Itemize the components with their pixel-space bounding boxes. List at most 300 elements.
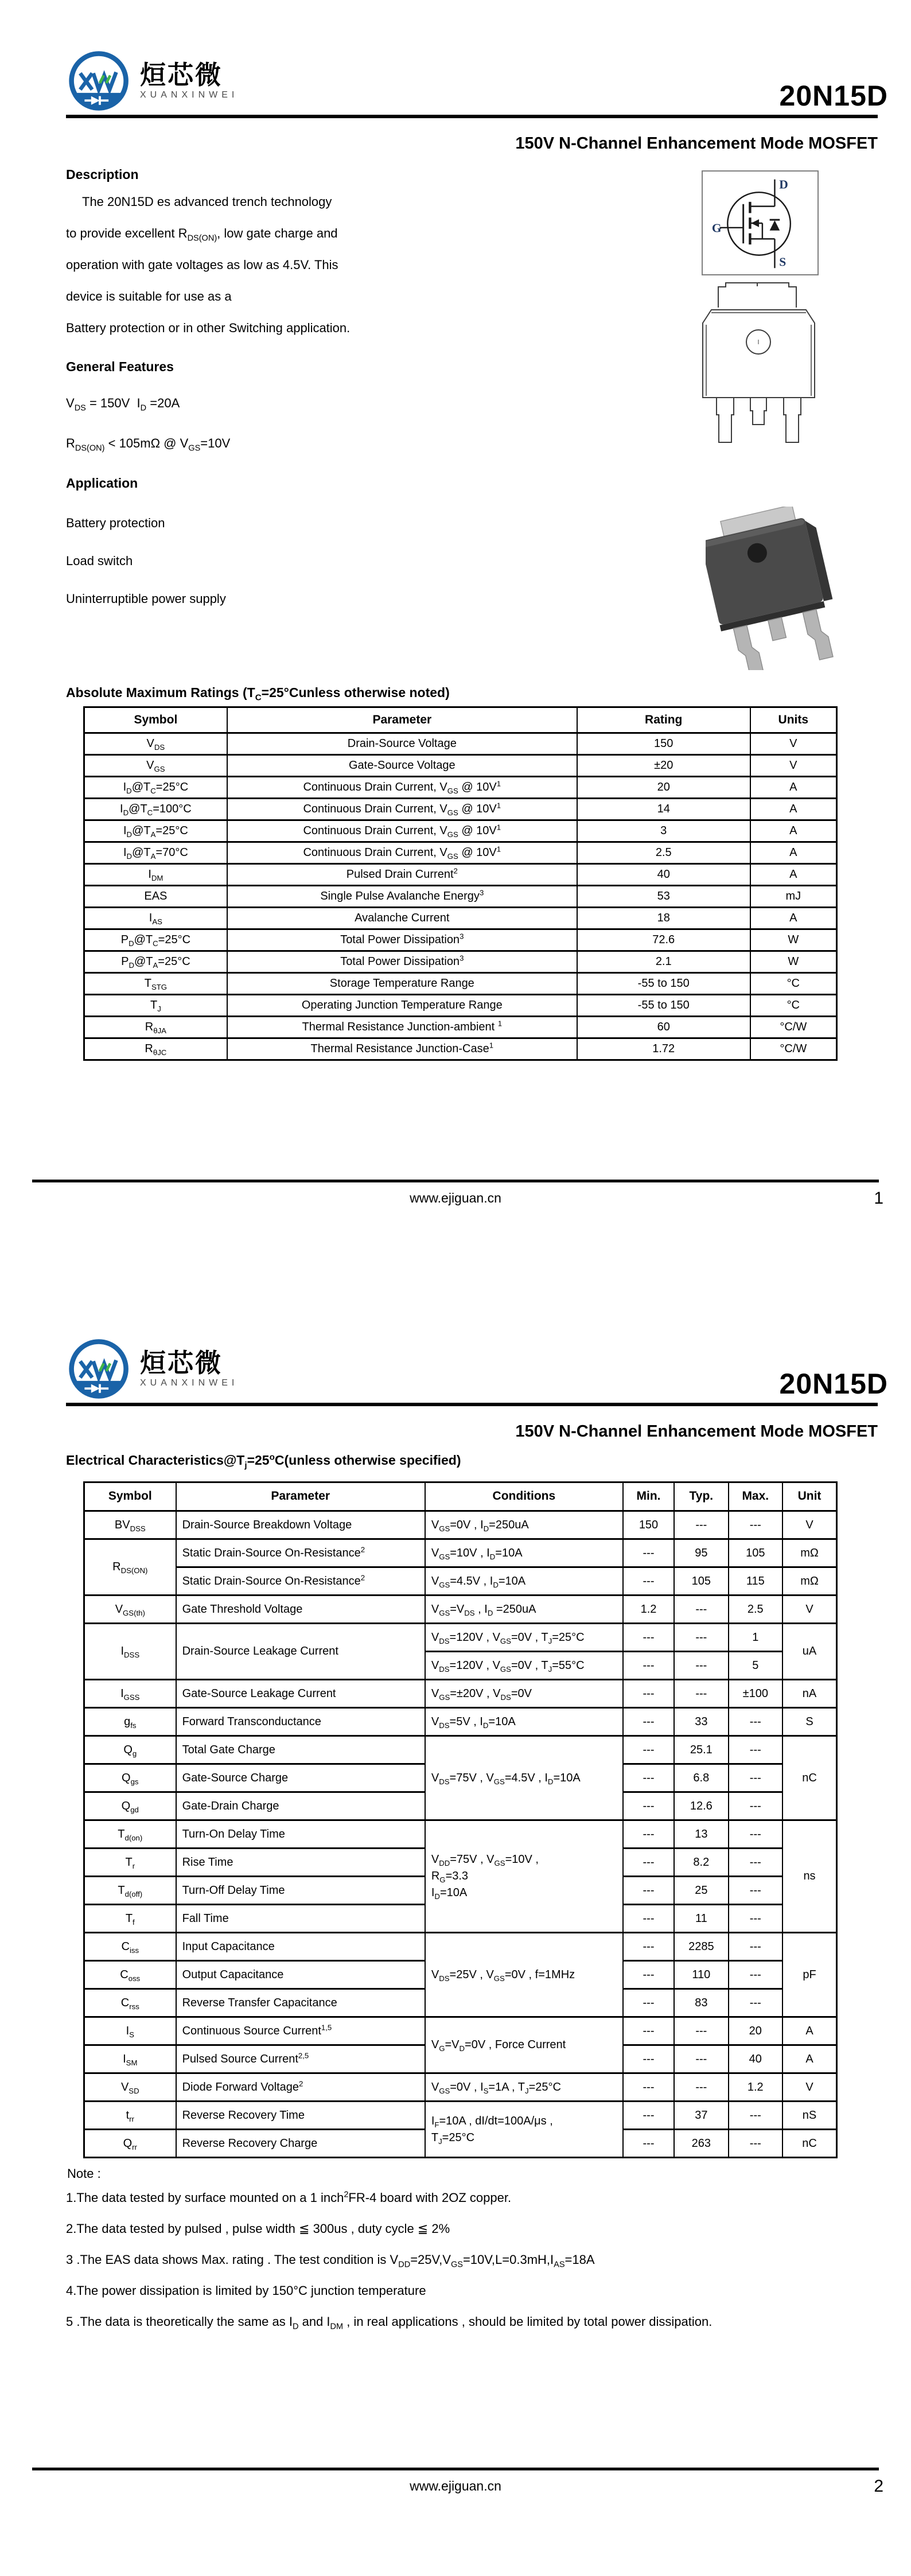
table-cell: $Q_{rr}$ — [84, 2130, 176, 2158]
notes-list — [66, 2189, 878, 2330]
package-3d-icon — [706, 507, 843, 670]
package-outline-icon — [686, 280, 832, 452]
table-cell: Total Power Dissipation$^3$ — [227, 951, 577, 973]
table-cell: mJ — [750, 886, 837, 908]
table-cell: Pulsed Drain Current$^2$ — [227, 864, 577, 886]
table-cell: 12.6 — [674, 1792, 728, 1820]
table-cell: --- — [623, 1764, 674, 1792]
table-cell: $Q_{gs}$ — [84, 1764, 176, 1792]
page-footer — [32, 2468, 883, 2496]
table-row — [84, 1820, 837, 1849]
table-cell: 83 — [674, 1989, 728, 2017]
list-item: operation with gate voltages as low as 4.5V. This — [66, 258, 338, 272]
table-cell: Thermal Resistance Junction-Case$^1$ — [227, 1038, 577, 1060]
table-cell: --- — [623, 1820, 674, 1849]
table-cell: Rise Time — [176, 1849, 425, 1877]
table-cell: --- — [623, 1652, 674, 1680]
electrical-characteristics-heading: Electrical $Characteristics@T_j=25^oC(unless$ otherwise specified) — [66, 1452, 461, 1470]
table-cell: --- — [623, 2073, 674, 2102]
table-cell: $I_D@T_A=25^\circ C$ — [84, 820, 227, 842]
header-rule — [66, 115, 878, 118]
table-cell: Thermal Resistance Junction-ambient $^1$ — [227, 1017, 577, 1038]
table-cell: Forward Transconductance — [176, 1708, 425, 1736]
table-cell: Continuous Source Current$^{1,5}$ — [176, 2017, 425, 2045]
table-cell: Gate-Drain Charge — [176, 1792, 425, 1820]
table-cell: A — [750, 864, 837, 886]
page-2 — [0, 1288, 911, 2576]
table-cell: Drain-Source Breakdown Voltage — [176, 1511, 425, 1539]
table-cell: °C — [750, 995, 837, 1017]
list-item: 1.The data tested by surface mounted on a 1 inch$^2$FR-4 board with 2OZ copper. — [66, 2190, 512, 2205]
table-cell: Gate-Source Leakage Current — [176, 1680, 425, 1708]
table-cell: --- — [623, 1539, 674, 1567]
part-number: 20N15D — [779, 1368, 888, 1400]
mosfet-symbol-figure — [702, 170, 819, 275]
table-cell: --- — [623, 2102, 674, 2130]
table-cell: A — [750, 820, 837, 842]
table-cell: nS — [782, 2102, 836, 2130]
table-cell: 40 — [729, 2045, 782, 2073]
column-header: Units — [750, 707, 837, 733]
table-cell: V — [750, 755, 837, 777]
list-item: $V_{DS} = 150V$ $I_D =20A$ — [66, 396, 180, 413]
table-cell: $I_{GSS}$ — [84, 1680, 176, 1708]
package-photo — [706, 507, 843, 670]
table-cell: 13 — [674, 1820, 728, 1849]
table-cell: $I_{AS}$ — [84, 908, 227, 929]
table-cell: 110 — [674, 1961, 728, 1989]
package-outline-figure — [686, 280, 832, 452]
table-cell: $T_{STG}$ — [84, 973, 227, 995]
list-item: 2.The data tested by pulsed , pulse width ≦ 300us , duty cycle ≦ 2% — [66, 2221, 450, 2236]
logo-text — [140, 61, 238, 100]
table-cell: $P_D@T_A=25^\circ C$ — [84, 951, 227, 973]
table-cell: --- — [729, 1736, 782, 1764]
table-cell: 2.5 — [577, 842, 750, 864]
table-cell: 150 — [577, 733, 750, 755]
table-cell: A — [750, 799, 837, 820]
table-cell: --- — [623, 1708, 674, 1736]
table-cell: --- — [729, 1792, 782, 1820]
list-item: Battery protection or in other Switching application. — [66, 321, 351, 335]
table-cell: $V_{DS}=120V$ , $V_{GS}=0V$ , $T_J=25^\circ C$ — [425, 1624, 623, 1652]
table-cell: 40 — [577, 864, 750, 886]
table-cell: 95 — [674, 1539, 728, 1567]
source-label: S — [779, 255, 787, 269]
table-row — [84, 777, 837, 799]
table-cell: $V_{DS}=120V$ , $V_{GS}=0V$ , $T_J=55^\circ C$ — [425, 1652, 623, 1680]
company-logo — [67, 48, 238, 114]
logo-chinese-name: 烜芯微 — [140, 1347, 223, 1378]
table-row — [84, 1624, 837, 1652]
footer-website-link[interactable]: www.ejiguan.cn — [410, 2478, 501, 2493]
table-cell: 150 — [623, 1511, 674, 1539]
drain-label: D — [779, 177, 788, 192]
table-cell: W — [750, 929, 837, 951]
table-cell: --- — [674, 2017, 728, 2045]
table-row — [84, 2102, 837, 2130]
table-cell: $C_{rss}$ — [84, 1989, 176, 2017]
table-row — [84, 1596, 837, 1624]
table-cell: Continuous Drain Current, $V_{GS}$ @ $10V^1$ — [227, 799, 577, 820]
table-cell: Fall Time — [176, 1905, 425, 1933]
table-cell: 11 — [674, 1905, 728, 1933]
table-cell: $V_{GS}$ — [84, 755, 227, 777]
table-cell: Static Drain-Source On-Resistance$^2$ — [176, 1567, 425, 1596]
table-cell: Gate-Source Voltage — [227, 755, 577, 777]
table-cell: Total Gate Charge — [176, 1736, 425, 1764]
data-table — [83, 706, 838, 1061]
table-cell: 37 — [674, 2102, 728, 2130]
table-row — [84, 995, 837, 1017]
table-cell: Avalanche Current — [227, 908, 577, 929]
table-row — [84, 799, 837, 820]
document-subtitle: 150V N-Channel Enhancement Mode MOSFET — [515, 134, 878, 153]
column-header: Max. — [729, 1482, 782, 1511]
page-number: 1 — [874, 1189, 883, 1208]
table-cell: $R_{DS(ON)}$ — [84, 1539, 176, 1596]
table-cell: $g_{fs}$ — [84, 1708, 176, 1736]
table-cell: 1.2 — [729, 2073, 782, 2102]
table-cell: $P_D@T_C=25^\circ C$ — [84, 929, 227, 951]
table-cell: --- — [729, 1708, 782, 1736]
logo-mark-icon — [67, 48, 133, 114]
table-cell: 20 — [577, 777, 750, 799]
table-cell: Reverse Recovery Charge — [176, 2130, 425, 2158]
two-column-zone — [66, 162, 878, 682]
list-item: 5 .The data is theoretically the same as $I_D$ and $I_{DM}$ , in real applications , should be limited by total power dissipation. — [66, 2314, 713, 2332]
table-row — [84, 842, 837, 864]
table-row — [84, 1736, 837, 1764]
table-cell: $V_{DS}=75V$ , $V_{GS}=4.5V$ , $I_D=10A$ — [425, 1736, 623, 1820]
table-cell: Total Power Dissipation$^3$ — [227, 929, 577, 951]
table-cell: $V_{GS}=\pm 20V$ , $V_{DS}=0V$ — [425, 1680, 623, 1708]
left-column — [66, 162, 671, 682]
list-item: device is suitable for use as a — [66, 289, 232, 303]
footer-website-link[interactable]: www.ejiguan.cn — [410, 1190, 501, 1205]
table-cell: --- — [623, 1905, 674, 1933]
table-cell: A — [782, 2017, 836, 2045]
table-cell: --- — [623, 1989, 674, 2017]
table-cell: $R_{\theta JC}$ — [84, 1038, 227, 1060]
table-cell: EAS — [84, 886, 227, 908]
table-cell: 105 — [729, 1539, 782, 1567]
table-cell: $t_{rr}$ — [84, 2102, 176, 2130]
table-cell: $T_r$ — [84, 1849, 176, 1877]
table-cell: nC — [782, 2130, 836, 2158]
table-cell: 25.1 — [674, 1736, 728, 1764]
table-cell: $V_{GS}=0V$ , $I_S=1A$ , $T_J=25^\circ C$ — [425, 2073, 623, 2102]
table-cell: Storage Temperature Range — [227, 973, 577, 995]
table-row — [84, 755, 837, 777]
table-cell: --- — [623, 2130, 674, 2158]
table-cell: $T_{d(off)}$ — [84, 1877, 176, 1905]
table-cell: °C — [750, 973, 837, 995]
table-cell: --- — [623, 1961, 674, 1989]
table-cell: $V_{DS}$ — [84, 733, 227, 755]
table-cell: --- — [729, 1820, 782, 1849]
table-cell: --- — [623, 1792, 674, 1820]
table-cell: 1 — [729, 1624, 782, 1652]
table-cell: Reverse Recovery Time — [176, 2102, 425, 2130]
table-cell: Continuous Drain Current, $V_{GS}$ @ $10V^1$ — [227, 820, 577, 842]
table-row — [84, 1539, 837, 1567]
table-cell: --- — [729, 1961, 782, 1989]
table-row — [84, 1567, 837, 1596]
table-cell: --- — [623, 1736, 674, 1764]
table-cell: --- — [674, 1652, 728, 1680]
list-item: to provide excellent $R_{DS(ON)}$, low gate charge and — [66, 226, 338, 243]
page-header — [66, 0, 888, 118]
table-cell: --- — [729, 1511, 782, 1539]
gate-label: G — [711, 221, 722, 235]
header-rule — [66, 1403, 878, 1406]
table-cell: 5 — [729, 1652, 782, 1680]
footer-rule — [32, 2468, 879, 2470]
table-cell: Turn-Off Delay Time — [176, 1877, 425, 1905]
table-cell: 2.1 — [577, 951, 750, 973]
page-number: 2 — [874, 2477, 883, 2496]
table-cell: 60 — [577, 1017, 750, 1038]
table-cell: 20 — [729, 2017, 782, 2045]
table-cell: mΩ — [782, 1567, 836, 1596]
table-cell: $T_f$ — [84, 1905, 176, 1933]
company-logo — [67, 1336, 238, 1402]
table-cell: ±100 — [729, 1680, 782, 1708]
table-cell: $I_S$ — [84, 2017, 176, 2045]
table-cell: --- — [623, 2045, 674, 2073]
table-cell: 53 — [577, 886, 750, 908]
list-item: 4.The power dissipation is limited by 150°C junction temperature — [66, 2283, 426, 2298]
table-cell: 8.2 — [674, 1849, 728, 1877]
table-cell: --- — [729, 1849, 782, 1877]
table-cell: V — [750, 733, 837, 755]
general-features-heading: General Features — [66, 359, 174, 374]
table-cell: 105 — [674, 1567, 728, 1596]
table-cell: --- — [729, 2130, 782, 2158]
table-cell: A — [750, 908, 837, 929]
table-row — [84, 820, 837, 842]
logo-english-name: XUANXINWEI — [140, 1378, 239, 1388]
table-cell: Input Capacitance — [176, 1933, 425, 1961]
table-cell: Operating Junction Temperature Range — [227, 995, 577, 1017]
table-row — [84, 1933, 837, 1961]
description-paragraph — [66, 194, 648, 336]
logo-mark-icon — [67, 1336, 133, 1402]
table-cell: $V_{GS(th)}$ — [84, 1596, 176, 1624]
table-cell: A — [750, 777, 837, 799]
table-cell: --- — [623, 1680, 674, 1708]
table-cell: $Q_g$ — [84, 1736, 176, 1764]
mosfet-symbol-icon — [703, 172, 817, 274]
table-cell: 115 — [729, 1567, 782, 1596]
table-row — [84, 908, 837, 929]
table-cell: $I_D@T_C=25^\circ C$ — [84, 777, 227, 799]
document-subtitle: 150V N-Channel Enhancement Mode MOSFET — [515, 1422, 878, 1441]
table-cell: 1.72 — [577, 1038, 750, 1060]
footer-rule — [32, 1180, 879, 1182]
table-cell: Diode Forward Voltage$^2$ — [176, 2073, 425, 2102]
table-cell: --- — [623, 1624, 674, 1652]
table-row — [84, 1708, 837, 1736]
table-row — [84, 2017, 837, 2045]
table-cell: A — [782, 2045, 836, 2073]
table-row — [84, 886, 837, 908]
table-cell: Drain-Source Voltage — [227, 733, 577, 755]
table-cell: $V_{GS}=4.5V$ , $I_D=10A$ — [425, 1567, 623, 1596]
list-item: 3 .The EAS data shows Max. rating . The test condition is $V_{DD}=25V,V_{GS}=10V,L=0.3mH,I_{AS}=18A$ — [66, 2252, 595, 2270]
electrical-characteristics-table — [83, 1481, 878, 2158]
table-row — [84, 1680, 837, 1708]
table-cell: 6.8 — [674, 1764, 728, 1792]
table-row — [84, 1511, 837, 1539]
table-cell: --- — [729, 1764, 782, 1792]
table-cell: Continuous Drain Current, $V_{GS}$ @ $10V^1$ — [227, 777, 577, 799]
table-cell: $V_{DS}=5V$ , $I_D=10A$ — [425, 1708, 623, 1736]
table-cell: $T_J$ — [84, 995, 227, 1017]
table-cell: S — [782, 1708, 836, 1736]
table-cell: --- — [729, 1989, 782, 2017]
table-cell: --- — [729, 1877, 782, 1905]
list-item: Load switch — [66, 554, 133, 568]
table-cell: --- — [729, 1905, 782, 1933]
column-header: Typ. — [674, 1482, 728, 1511]
table-cell: °C/W — [750, 1017, 837, 1038]
table-cell: uA — [782, 1624, 836, 1680]
table-cell: V — [782, 2073, 836, 2102]
table-cell: 33 — [674, 1708, 728, 1736]
table-cell: --- — [674, 1511, 728, 1539]
table-cell: nA — [782, 1680, 836, 1708]
table-cell: 3 — [577, 820, 750, 842]
table-cell: $R_{\theta JA}$ — [84, 1017, 227, 1038]
table-cell: --- — [623, 1849, 674, 1877]
column-header: Min. — [623, 1482, 674, 1511]
table-cell: V — [782, 1511, 836, 1539]
table-cell: --- — [623, 1567, 674, 1596]
table-row — [84, 864, 837, 886]
table-cell: --- — [674, 1624, 728, 1652]
table-cell: $I_{DSS}$ — [84, 1624, 176, 1680]
table-cell: $V_{DD}=75V$ , $V_{GS}=10V$ , $R_G=3.3$ $I_D=10A$ — [425, 1820, 623, 1933]
table-cell: $V_{DS}=25V$ , $V_{GS}=0V$ , f=1MHz — [425, 1933, 623, 2017]
table-cell: Pulsed Source Current$^{2,5}$ — [176, 2045, 425, 2073]
table-row — [84, 929, 837, 951]
table-cell: ±20 — [577, 755, 750, 777]
table-row — [84, 733, 837, 755]
list-item: $R_{DS(ON)} < 105m\Omega$ @ $V_{GS}=10V$ — [66, 436, 231, 453]
table-cell: --- — [674, 2045, 728, 2073]
table-cell: nC — [782, 1736, 836, 1820]
table-cell: $V_{SD}$ — [84, 2073, 176, 2102]
table-cell: $C_{iss}$ — [84, 1933, 176, 1961]
logo-text — [140, 1349, 238, 1388]
table-row — [84, 951, 837, 973]
table-header-row — [84, 707, 837, 733]
table-row — [84, 1017, 837, 1038]
table-cell: --- — [623, 2017, 674, 2045]
table-cell: A — [750, 842, 837, 864]
application-heading: Application — [66, 476, 138, 491]
abs-max-table — [83, 706, 878, 1061]
table-cell: --- — [674, 1596, 728, 1624]
table-cell: $V_{GS}=0V$ , $I_D=250uA$ — [425, 1511, 623, 1539]
page-header — [66, 1288, 888, 1406]
column-header: Parameter — [176, 1482, 425, 1511]
table-cell: V — [782, 1596, 836, 1624]
table-cell: $I_{SM}$ — [84, 2045, 176, 2073]
table-cell: Static Drain-Source On-Resistance$^2$ — [176, 1539, 425, 1567]
table-cell: --- — [674, 1680, 728, 1708]
general-features-list — [66, 395, 648, 452]
table-cell: 2285 — [674, 1933, 728, 1961]
notes-heading: Note : — [67, 2166, 101, 2181]
table-cell: --- — [623, 1933, 674, 1961]
column-header: Conditions — [425, 1482, 623, 1511]
table-cell: -55 to 150 — [577, 995, 750, 1017]
table-cell: Gate-Source Charge — [176, 1764, 425, 1792]
list-item: The 20N15D es advanced trench technology — [82, 194, 332, 209]
table-cell: $C_{oss}$ — [84, 1961, 176, 1989]
table-cell: 14 — [577, 799, 750, 820]
right-column-figures — [671, 162, 878, 682]
table-cell: Continuous Drain Current, $V_{GS}$ @ $10V^1$ — [227, 842, 577, 864]
column-header: Rating — [577, 707, 750, 733]
table-cell: 18 — [577, 908, 750, 929]
application-list — [66, 515, 648, 607]
description-heading: Description — [66, 167, 139, 182]
table-cell: $V_{GS}=V_{DS}$ , $I_D =250uA$ — [425, 1596, 623, 1624]
table-cell: pF — [782, 1933, 836, 2017]
list-item: Uninterruptible power supply — [66, 592, 226, 606]
table-cell: W — [750, 951, 837, 973]
table-cell: $V_{GS}=10V$ , $I_D=10A$ — [425, 1539, 623, 1567]
table-cell: $I_F=10A$ , dI/dt=100A/μs , $T_J=25^\circ C$ — [425, 2102, 623, 2158]
table-header-row — [84, 1482, 837, 1511]
table-row — [84, 1038, 837, 1060]
table-cell: $V_G=V_D=0V$ , Force Current — [425, 2017, 623, 2073]
table-cell: 25 — [674, 1877, 728, 1905]
column-header: Symbol — [84, 707, 227, 733]
page-footer — [32, 1180, 883, 1208]
table-cell: $Q_{gd}$ — [84, 1792, 176, 1820]
table-cell: $T_{d(on)}$ — [84, 1820, 176, 1849]
logo-english-name: XUANXINWEI — [140, 90, 239, 100]
table-cell: --- — [623, 1877, 674, 1905]
table-cell: Single Pulse Avalanche Energy$^3$ — [227, 886, 577, 908]
table-cell: $I_D@T_A=70^\circ C$ — [84, 842, 227, 864]
table-row — [84, 2073, 837, 2102]
table-cell: Reverse Transfer Capacitance — [176, 1989, 425, 2017]
table-cell: --- — [674, 2073, 728, 2102]
table-cell: Turn-On Delay Time — [176, 1820, 425, 1849]
table-cell: mΩ — [782, 1539, 836, 1567]
table-cell: $I_{DM}$ — [84, 864, 227, 886]
table-cell: °C/W — [750, 1038, 837, 1060]
column-header: Unit — [782, 1482, 836, 1511]
list-item: Battery protection — [66, 516, 165, 530]
data-table — [83, 1481, 838, 2158]
table-cell: Drain-Source Leakage Current — [176, 1624, 425, 1680]
logo-chinese-name: 烜芯微 — [140, 59, 223, 90]
table-cell: --- — [729, 2102, 782, 2130]
table-cell: 2.5 — [729, 1596, 782, 1624]
column-header: Symbol — [84, 1482, 176, 1511]
table-row — [84, 973, 837, 995]
column-header: Parameter — [227, 707, 577, 733]
notes-section — [66, 2166, 878, 2330]
table-cell: -55 to 150 — [577, 973, 750, 995]
